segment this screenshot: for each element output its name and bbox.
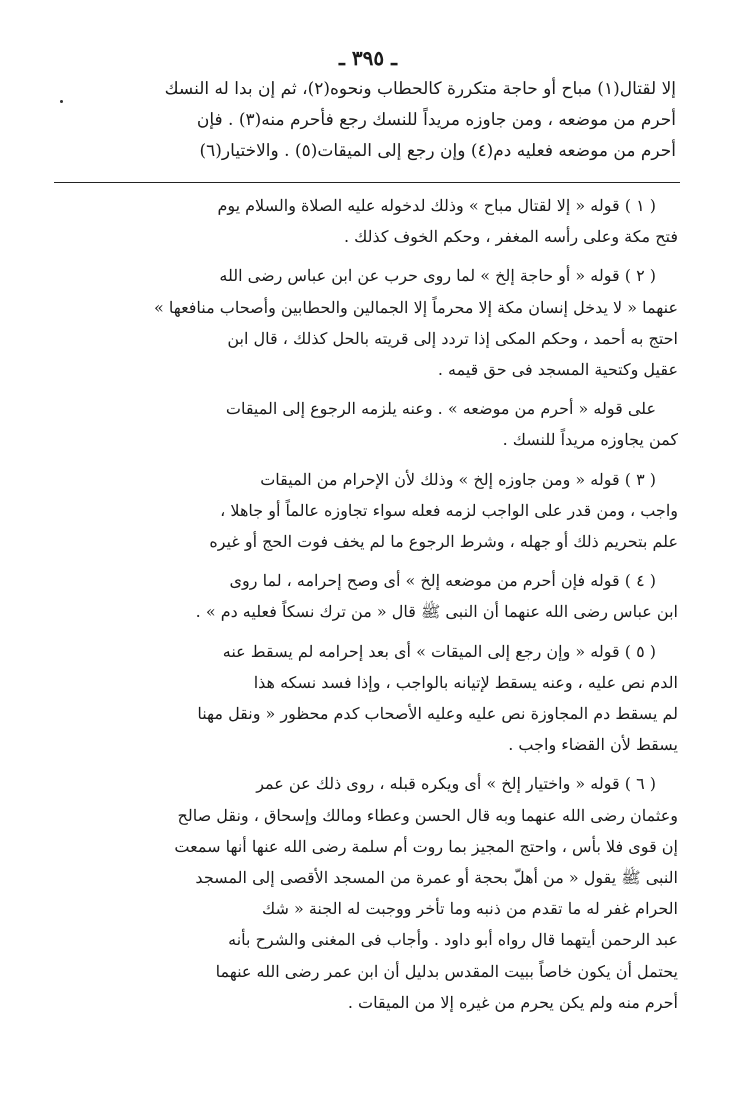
main-text-line: أحرم من موضعه ، ومن جاوزه مريداً للنسك رجع فأحرم منه(٣) . فإن [196,110,676,130]
footnote-line: ( ٦ ) قوله « واختيار إلخ » أى ويكره قبله ، روى ذلك عن عمر [256,774,656,794]
footnotes [56,190,678,1026]
footnote-1 [56,190,678,252]
footnote-line: يحتمل أن يكون خاصاً ببيت المقدس بدليل أن ابن عمر رضى الله عنهما [215,961,678,981]
footnote-line: احتج به أحمد ، وحكم المكى إذا تردد إلى قريته بالحل كذلك ، قال ابن [227,328,678,348]
footnote-line: النبى ﷺ يقول « من أهلّ بحجة أو عمرة من المسجد الأقصى إلى المسجد [195,868,678,888]
footnote-line: فتح مكة وعلى رأسه المغفر ، وحكم الخوف كذلك . [343,227,678,247]
footnote-2-continued [56,393,678,455]
footnote-6 [56,768,678,1018]
footnote-line: وعثمان رضى الله عنهما وبه قال الحسن وعطاء ومالك وإسحاق ، ونقل صالح [177,805,678,825]
page-number: ـ ٣٩٥ ـ [339,46,397,70]
footnote-line: عنهما « لا يدخل إنسان مكة إلا محرماً إلا الجمالين والحطابين وأصحاب منافعها » [153,297,678,317]
footnote-5 [56,636,678,761]
footnote-line: أحرم منه ولم يكن يحرم من غيره إلا من الميقات . [347,992,678,1012]
footnote-line: إن قوى فلا بأس ، واحتج المجيز بما روت أم سلمة رضى الله عنها أنها سمعت [174,836,678,856]
footnote-line: ( ١ ) قوله « إلا لقتال مباح » وذلك لدخوله عليه الصلاة والسلام يوم [217,196,656,215]
footnote-line: واجب ، ومن قدر على الواجب لزمه فعله سواء تجاوزه عالماً أو جاهلا ، [220,500,678,520]
footnote-divider [54,182,680,183]
footnote-line: ( ٥ ) قوله « وإن رجع إلى الميقات » أى بعد إحرامه لم يسقط عنه [222,641,656,661]
footnote-line: ( ٤ ) قوله فإن أحرم من موضعه إلخ » أى وصح إحرامه ، لما روى [229,571,656,591]
footnote-line: عقيل وكتحية المسجد فى حق قيمه . [437,360,678,380]
footnote-line: ( ٣ ) قوله « ومن جاوزه إلخ » وذلك لأن الإحرام من الميقات [260,469,656,489]
footnote-line: الدم نص عليه ، وعنه يسقط لإتيانه بالواجب ، وإذا فسد نسكه هذا [253,672,678,692]
footnote-2 [56,260,678,385]
footnote-line: كمن يجاوزه مريداً للنسك . [502,430,678,450]
footnote-line: عبد الرحمن أيتهما قال رواه أبو داود . وأجاب فى المغنى والشرح بأنه [228,930,678,950]
main-text-line: أحرم من موضعه فعليه دم(٤) وإن رجع إلى الميقات(٥) . والاختيار(٦) [199,141,676,161]
footnote-line: يسقط لأن القضاء واجب . [508,735,678,755]
footnote-line: على قوله « أحرم من موضعه » . وعنه يلزمه الرجوع إلى الميقات [225,399,656,419]
footnote-4 [56,565,678,627]
footnote-line: لم يسقط دم المجاوزة نص عليه وعليه الأصحاب كدم محظور « ونقل مهنا [197,704,678,724]
footnote-line: ابن عباس رضى الله عنهما أن النبى ﷺ قال « من ترك نسكاً فعليه دم » . [195,602,678,622]
footnote-line: ( ٢ ) قوله « أو حاجة إلخ » لما روى حرب عن ابن عباس رضى الله [219,266,656,286]
main-text-line: إلا لقتال(١) مباح أو حاجة متكررة كالحطاب ونحوه(٢)، ثم إن بدا له النسك [164,79,676,99]
footnote-3 [56,464,678,558]
main-text [58,74,676,167]
footnote-line: الحرام غفر له ما تقدم من ذنبه وما تأخر ووجبت له الجنة « شك [261,899,678,919]
footnote-line: علم بتحريم ذلك أو جهله ، وشرط الرجوع ما لم يخف فوت الحج أو غيره [209,532,678,552]
